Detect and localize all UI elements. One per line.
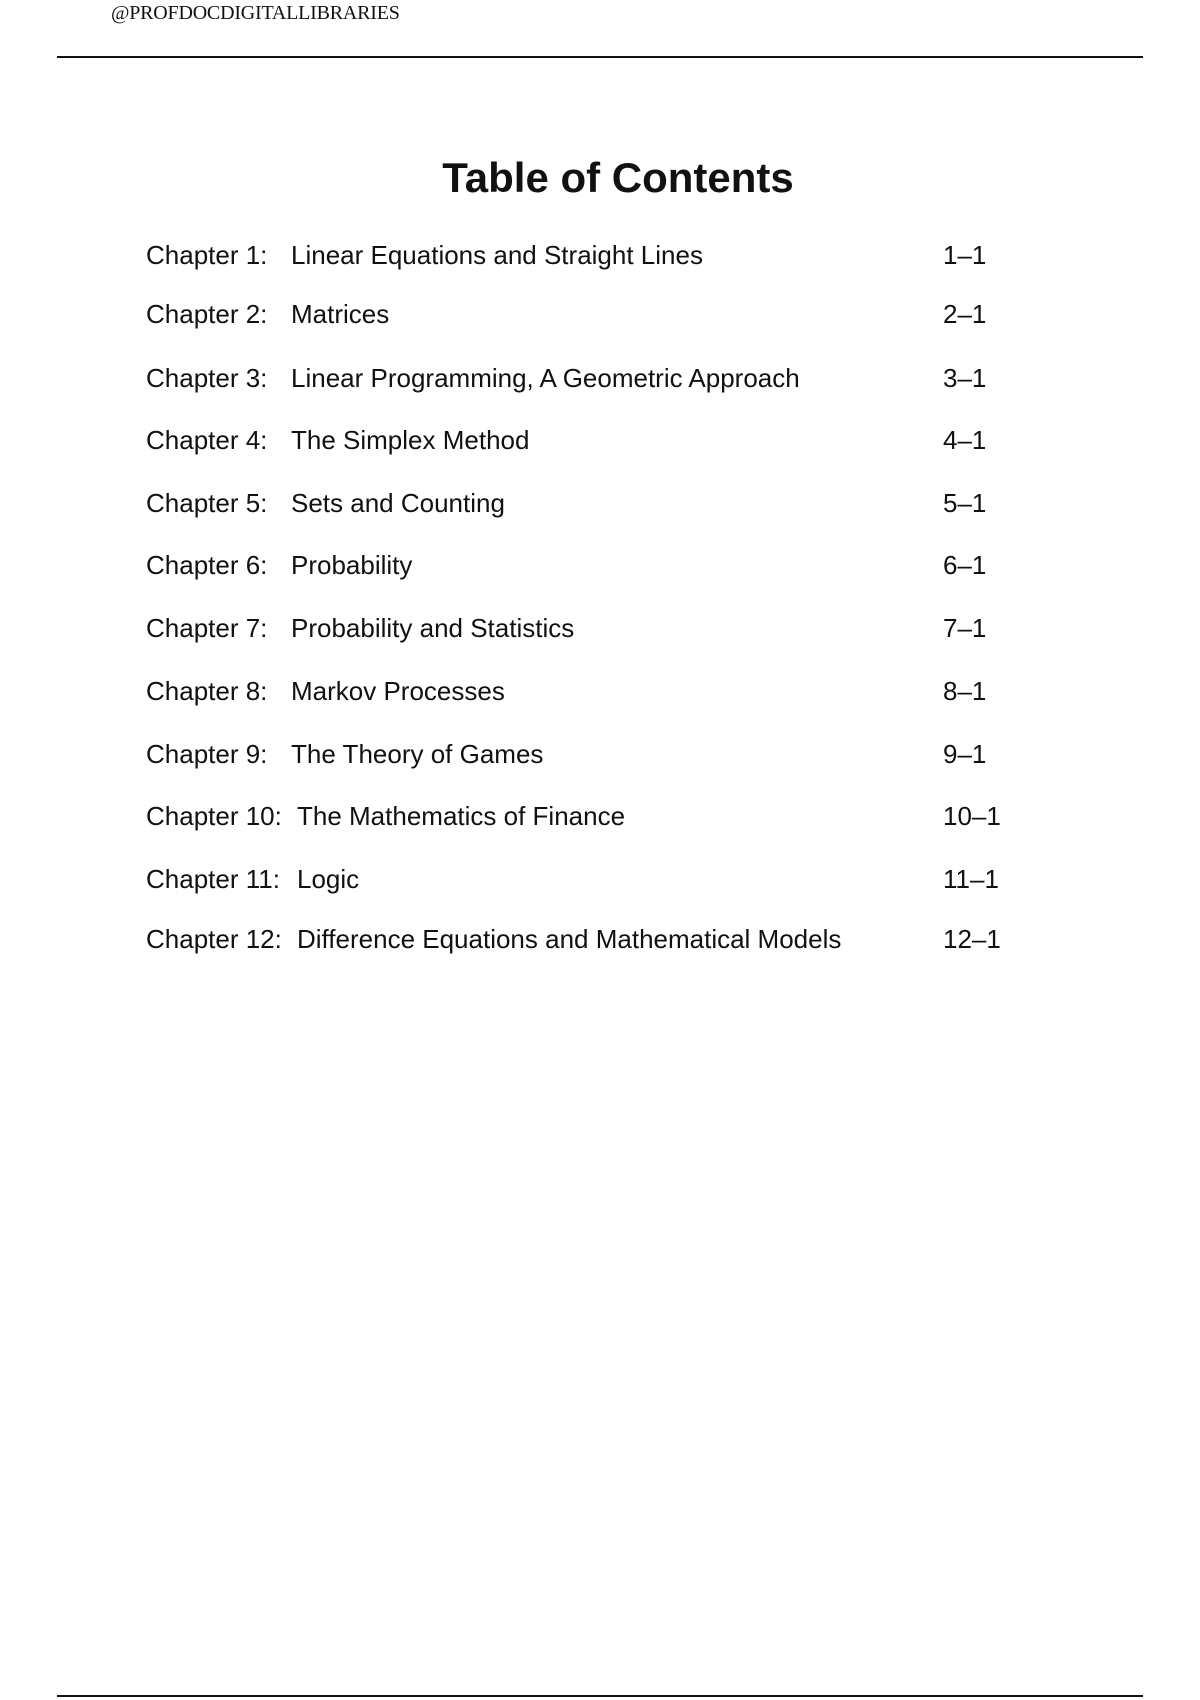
toc-entry-page: 5–1 [943, 488, 987, 518]
toc-entry-page: 4–1 [943, 425, 987, 455]
toc-entry-chapter-12[interactable] [146, 922, 1026, 956]
toc-entry-page: 1–1 [943, 240, 987, 270]
toc-entry-title: Linear Equations and Straight Lines [291, 240, 703, 270]
toc-entry-chapter-4[interactable] [146, 423, 1026, 457]
toc-entry-title: Sets and Counting [291, 488, 505, 518]
toc-entry-page: 6–1 [943, 550, 987, 580]
toc-entry-title: Probability and Statistics [291, 613, 575, 643]
toc-entry-title: The Simplex Method [291, 425, 530, 455]
toc-entry-title: The Theory of Games [291, 739, 544, 769]
toc-entry-label: Chapter 4: [146, 425, 268, 455]
toc-entry-title: Linear Programming, A Geometric Approach [291, 363, 800, 393]
toc-entry-chapter-6[interactable] [146, 548, 1026, 582]
toc-entry-label: Chapter 2: [146, 299, 268, 329]
toc-entry-chapter-5[interactable] [146, 486, 1026, 520]
toc-entry-label: Chapter 8: [146, 676, 268, 706]
toc-entry-title: The Mathematics of Finance [297, 801, 626, 831]
toc-entry-page: 11–1 [943, 864, 999, 894]
toc-entry-label: Chapter 1: [146, 240, 268, 270]
toc-entry-label: Chapter 9: [146, 739, 268, 769]
toc-entry-title: Logic [297, 864, 360, 894]
toc-entry-label: Chapter 11: [146, 864, 280, 894]
toc-entry-page: 3–1 [943, 363, 987, 393]
toc-entry-label: Chapter 7: [146, 613, 268, 643]
toc-entry-page: 9–1 [943, 739, 987, 769]
toc-entry-chapter-1[interactable] [146, 238, 1026, 272]
toc-entry-title: Matrices [291, 299, 390, 329]
toc-entry-chapter-3[interactable] [146, 361, 1026, 395]
toc-entry-page: 10–1 [943, 801, 1001, 831]
toc-entry-page: 8–1 [943, 676, 987, 706]
toc-entry-chapter-7[interactable] [146, 611, 1026, 645]
toc-entry-label: Chapter 10: [146, 801, 282, 831]
toc-entry-chapter-9[interactable] [146, 737, 1026, 771]
footer-divider [57, 1695, 1143, 1697]
toc-entry-chapter-8[interactable] [146, 674, 1026, 708]
toc-entry-label: Chapter 12: [146, 924, 282, 954]
header-watermark: @PROFDOCDIGITALLIBRARIES [111, 2, 400, 24]
toc-entry-label: Chapter 6: [146, 550, 268, 580]
toc-entry-chapter-2[interactable] [146, 297, 1026, 331]
toc-entry-chapter-11[interactable] [146, 862, 1026, 896]
toc-entry-page: 2–1 [943, 299, 987, 329]
toc-title: Table of Contents [442, 154, 794, 201]
toc-entry-title: Difference Equations and Mathematical Models [297, 924, 842, 954]
toc-entry-chapter-10[interactable] [146, 799, 1026, 833]
toc-entry-title: Markov Processes [291, 676, 505, 706]
toc-entry-label: Chapter 3: [146, 363, 268, 393]
toc-entry-page: 7–1 [943, 613, 987, 643]
toc-entry-title: Probability [291, 550, 413, 580]
toc-entry-label: Chapter 5: [146, 488, 268, 518]
toc-entry-page: 12–1 [943, 924, 1001, 954]
